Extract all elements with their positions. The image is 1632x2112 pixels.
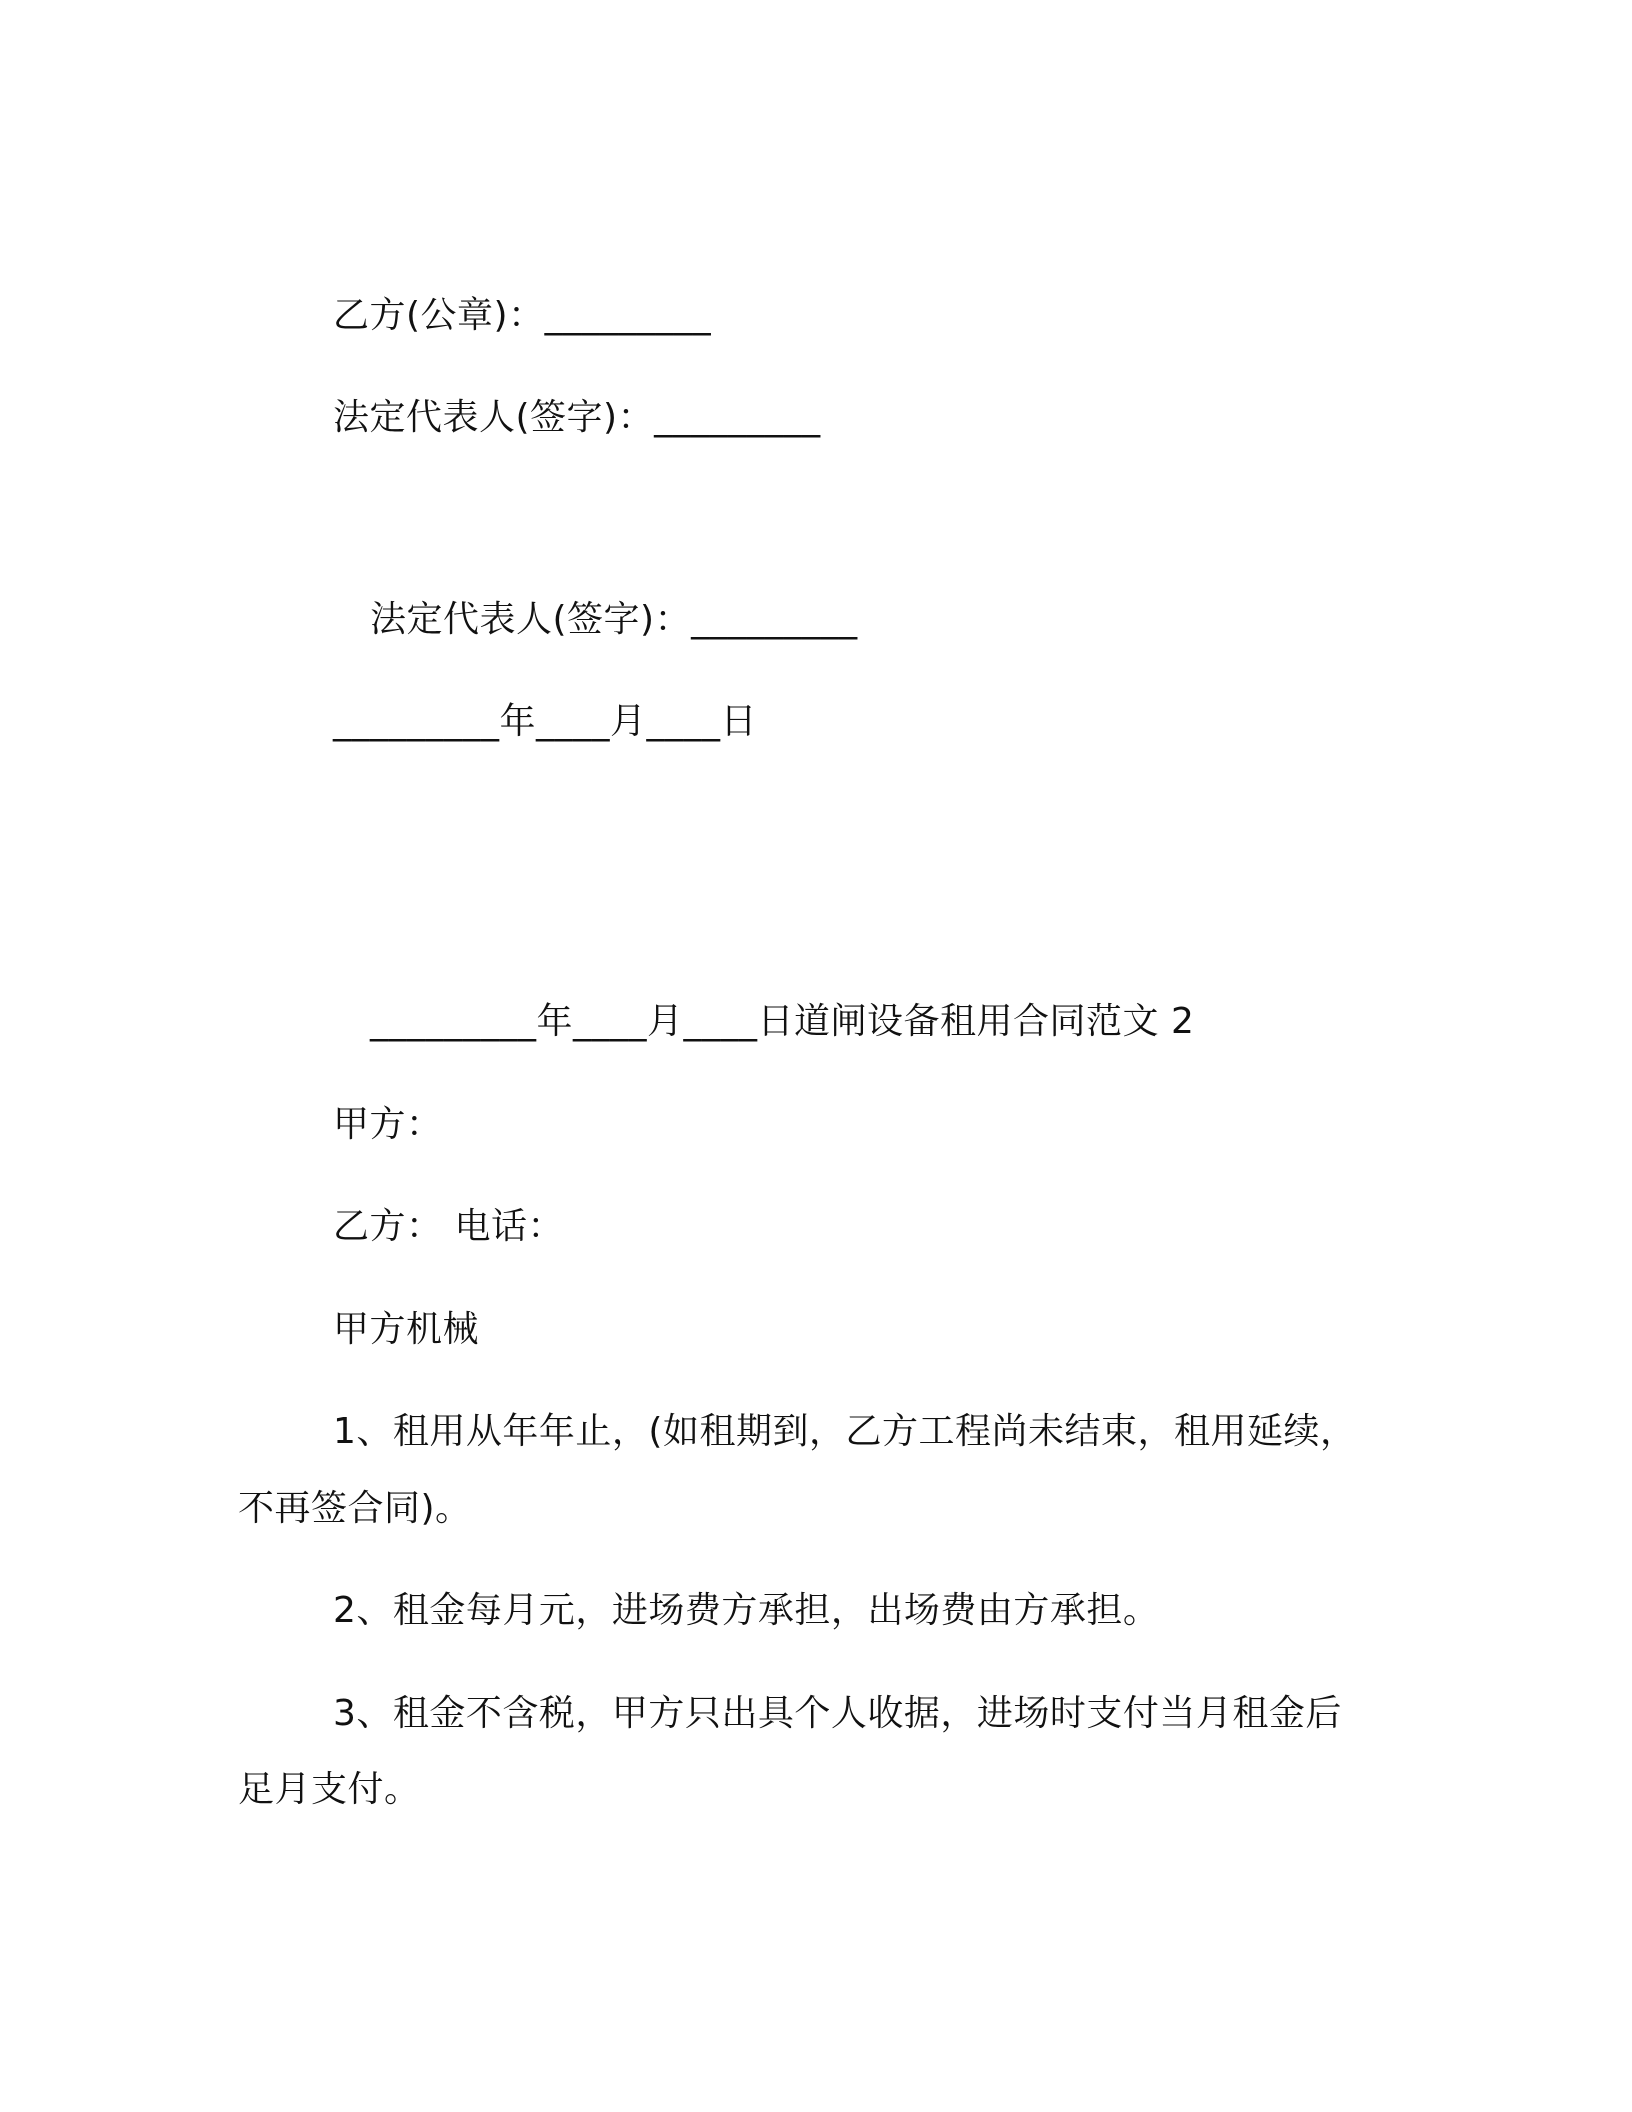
date-line: _________年____月____日 — [333, 701, 757, 742]
clause-1-line: 1、租用从年年止，(如租期到，乙方工程尚未结束，租用延续， — [333, 1411, 1357, 1452]
party-a-line: 甲方： — [333, 1104, 443, 1145]
party-b-phone-line: 乙方： 电话： — [333, 1206, 564, 1247]
clause-3-continuation: 足月支付。 — [238, 1769, 421, 1810]
party-b-representative-line: 法定代表人(签字)：_________ — [333, 397, 821, 438]
clause-2-line: 2、租金每月元，进场费方承担，出场费由方承担。 — [333, 1590, 1160, 1631]
clause-3-line: 3、租金不含税，甲方只出具个人收据，进场时支付当月租金后 — [333, 1693, 1342, 1734]
representative-signature-line: 法定代表人(签字)：_________ — [370, 599, 858, 640]
party-a-machinery-line: 甲方机械 — [333, 1309, 480, 1350]
contract-title-line: _________年____月____日道闸设备租用合同范文 2 — [370, 1001, 1195, 1042]
party-b-seal-line: 乙方(公章)：_________ — [333, 295, 712, 336]
clause-1-continuation: 不再签合同)。 — [238, 1488, 472, 1529]
